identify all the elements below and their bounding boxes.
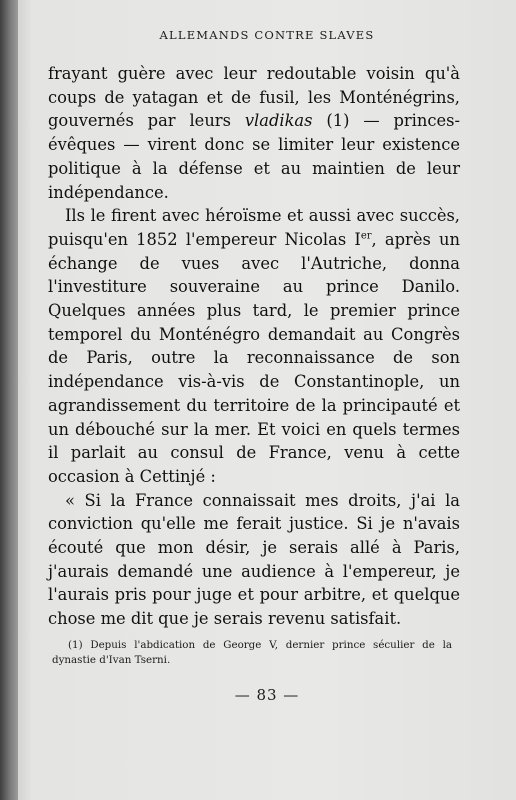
footnote xyxy=(52,638,452,668)
paragraph-1-text: frayant guère avec leur redoutable voisin qu'à coups de yatagan et de fusil, les Monténégrins, gouvernés par leurs xyxy=(48,64,460,131)
superscript-er: er xyxy=(360,230,372,242)
page-number: — 83 — xyxy=(234,686,300,704)
book-page xyxy=(18,0,516,800)
paragraph-1-text-cont: (1) — princes-évêques — virent donc se limiter leur existence politique à la défense et au maintien de leur indépendance. xyxy=(48,111,460,202)
vladikas-italic: vladikas xyxy=(244,111,313,131)
page-binding-edge xyxy=(0,0,18,800)
paragraph-2-text: Ils le firent avec héroïsme et aussi avec succès, puisqu'en 1852 l'empereur Nicolas I xyxy=(48,206,460,249)
paragraph-3-quote: « Si la France connaissait mes droits, j'ai la conviction qu'elle me ferait justice. Si je n'avais écouté que mon désir, je serais allé à Paris, j'aurais demandé une audience à l'empereur, je l'aurais pris pour juge et pour arbitre, et quelque chose me dit que je serais revenu satisfait. xyxy=(48,490,460,629)
body-text xyxy=(48,62,460,631)
paragraph-1 xyxy=(48,62,460,204)
running-head: ALLEMANDS CONTRE SLAVES xyxy=(159,28,375,42)
footnote-text: (1) Depuis l'abdication de George V, dernier prince séculier de la dynastie d'Ivan Tserni. xyxy=(52,639,452,666)
paragraph-2-text-cont: , après un échange de vues avec l'Autriche, donna l'investiture souveraine au prince Danilo. Quelques années plus tard, le premier prince temporel du Monténégro demandait au Congrès de Paris, outre la reconnaissance de son indépendance vis-à-vis de Constantinople, un agrandissement du territoire de la principauté et un débouché sur la mer. Et voici en quels termes il parlait au consul de France, venu à cette occasion à Cettinjé : xyxy=(48,229,460,486)
paragraph-2 xyxy=(48,204,460,488)
